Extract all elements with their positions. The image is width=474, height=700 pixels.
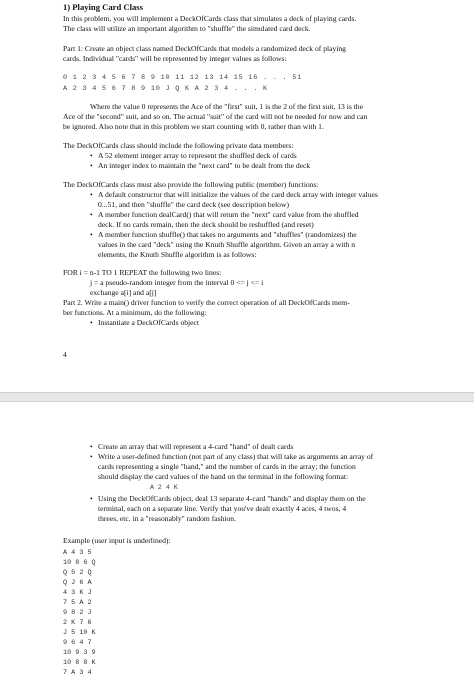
index-row: 0 1 2 3 4 5 6 7 8 9 10 11 12 13 14 15 16 . . . 51 — [63, 74, 303, 82]
public-item: • A member function dealCard() that will return the "next" card value from the shuffled — [90, 210, 359, 219]
private-item: • An integer index to maintain the "next card" to be dealt from the deck — [90, 161, 311, 170]
task-item-cont: should display the card values of the hand on the terminal in the following format: — [98, 472, 349, 481]
example-line: 7 A 3 4 — [63, 669, 92, 677]
example-line: 9 6 4 7 — [63, 639, 92, 647]
document-page-2 — [50, 402, 462, 700]
public-intro: The DeckOfCards class must also provide the following public (member) functions: — [63, 180, 319, 189]
example-line: 10 8 8 K — [63, 659, 96, 667]
part1-line-1: Part 1: Create an object class named DeckOfCards that models a randomized deck of playing — [63, 44, 346, 53]
example-line: 9 8 2 J — [63, 609, 92, 617]
private-intro: The DeckOfCards class should include the following private data members: — [63, 141, 294, 150]
task-item: • Create an array that will represent a 4-card "hand" of dealt cards — [90, 442, 294, 451]
public-item-cont: deck. If no cards remain, then the deck should be reshuffled (and reset) — [98, 220, 314, 229]
document-page-1 — [50, 0, 462, 390]
example-line: Q J 6 A — [63, 579, 92, 587]
part1-line-2: cards. Individual "cards" will be represented by integer values as follows: — [63, 54, 287, 63]
example-line: 10 8 6 Q — [63, 559, 96, 567]
example-line: 2 K 7 6 — [63, 619, 92, 627]
intro-line-2: The class will utilize an important algorithm to "shuffle" the simulated card deck. — [63, 24, 311, 33]
example-line: Q 5 2 Q — [63, 569, 92, 577]
private-item: • A 52 element integer array to represent the shuffled deck of cards — [90, 151, 297, 160]
task-item-cont: terminal, each on a separate line. Verify that you've dealt exactly 4 aces, 4 twos, 4 — [98, 504, 347, 513]
public-item: • A member function shuffle() that takes no arguments and "shuffles" (randomizes) the — [90, 230, 357, 239]
algo-line-1: FOR i = n-1 TO 1 REPEAT the following two lines: — [63, 268, 222, 277]
task-item: • Write a user-defined function (not part of any class) that will take as arguments an array of — [90, 452, 374, 461]
where-line-2: Ace of the "second" suit, and so on. The actual "suit" of the card will not be needed for now and can — [63, 112, 368, 121]
public-item-cont: values in the card "deck" using the Knuth Shuffle algorithm. Given an array a with n — [98, 240, 356, 249]
example-line: J 5 10 K — [63, 629, 96, 637]
example-line: 10 9 3 9 — [63, 649, 96, 657]
task-item-cont: cards representing a single "hand," and the number of cards in the array; the function — [98, 462, 356, 471]
example-line: 7 5 A 2 — [63, 599, 92, 607]
example-line: A 4 3 5 — [63, 549, 92, 557]
example-label: Example (user input is underlined): — [63, 536, 171, 545]
intro-line-1: In this problem, you will implement a DeckOfCards class that simulates a deck of playing cards. — [63, 14, 357, 23]
format-example: A 2 4 K — [150, 484, 178, 491]
page-separator — [0, 392, 474, 402]
public-item-cont: 0...51, and then "shuffle" the card deck (see description below) — [98, 200, 289, 209]
part2-item: • Instantiate a DeckOfCards object — [90, 318, 199, 327]
problem-title: 1) Playing Card Class — [63, 2, 143, 12]
public-item-cont: elements, the Knuth Shuffle algorithm is as follows: — [98, 250, 257, 259]
card-row: A 2 3 4 5 6 7 8 9 10 J Q K A 2 3 4 . . . K — [63, 85, 268, 93]
algo-line-3: exchange a[i] and a[j] — [90, 288, 157, 297]
where-line-1: Where the value 0 represents the Ace of the "first" suit, 1 is the 2 of the first suit, 13 is the — [90, 102, 363, 111]
public-item: • A default constructor that will initialize the values of the card deck array with integer values — [90, 190, 378, 199]
part2-line-1: Part 2. Write a main() driver function to verify the correct operation of all DeckOfCards mem- — [63, 298, 350, 307]
example-line: 4 3 K J — [63, 589, 92, 597]
algo-line-2: j = a pseudo-random integer from the interval 0 <= j <= i — [90, 278, 264, 287]
part2-line-2: ber functions. At a minimum, do the following: — [63, 308, 207, 317]
task-item: • Using the DeckOfCards object, deal 13 separate 4-card "hands" and display them on the — [90, 494, 366, 503]
where-line-3: be ignored. Also note that in this problem we start counting with 0, rather than with 1. — [63, 122, 324, 131]
task-item-cont: threes, etc. in a "reasonably" random fashion. — [98, 514, 236, 523]
page-number: 4 — [63, 350, 67, 359]
